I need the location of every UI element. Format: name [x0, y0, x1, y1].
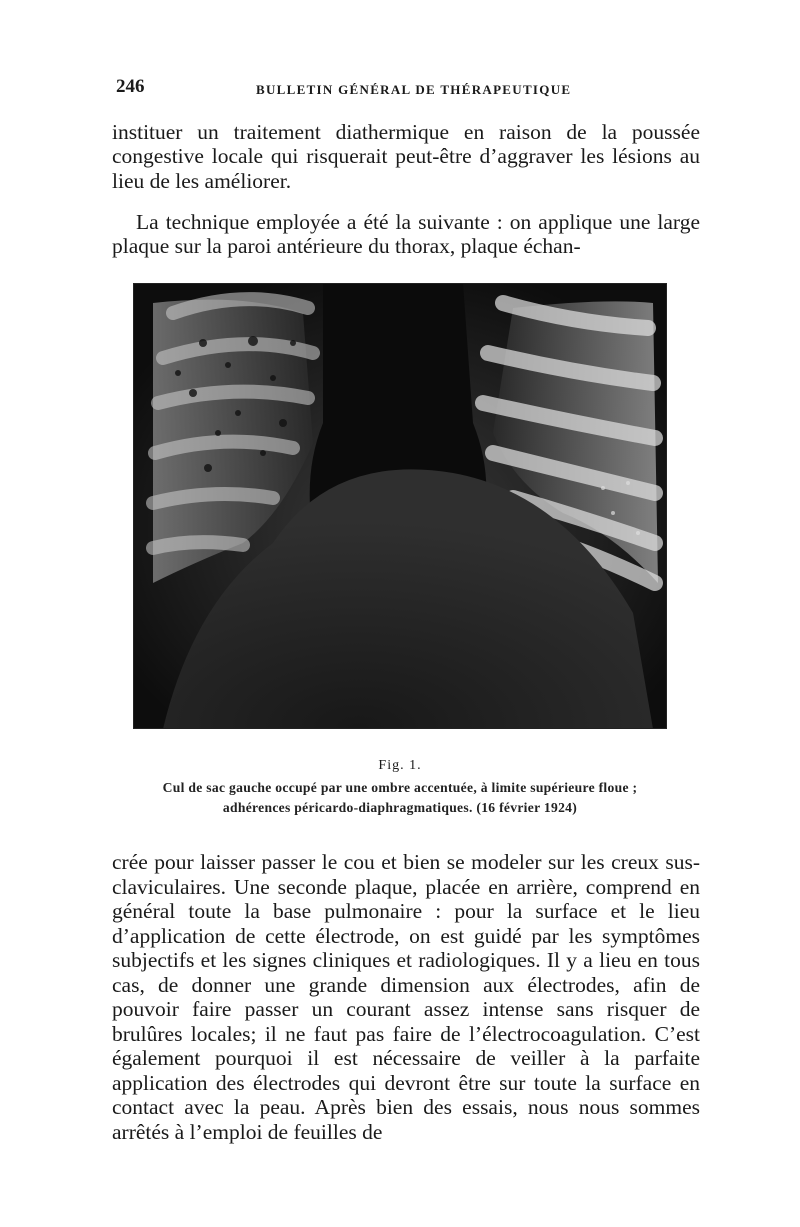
paragraph-2: La technique employée a été la suivante : on applique une large plaque sur la paroi antérieure du thorax, plaque échan-	[112, 210, 700, 259]
chest-xray-image	[133, 283, 667, 729]
paragraph-1: instituer un traitement diathermique en raison de la poussée congestive locale qui risquerait peut-être d’aggraver les lésions au lieu de les améliorer.	[112, 120, 700, 193]
figure-caption: Cul de sac gauche occupé par une ombre accentuée, à limite supérieure floue ; adhérences péricardo-diaphragmatiques. (16 février 1924)	[162, 780, 638, 815]
figure-label: Fig. 1.	[378, 758, 422, 773]
paragraph-3: crée pour laisser passer le cou et bien se modeler sur les creux sus-claviculaires. Une seconde plaque, placée en arrière, comprend en général toute la base pulmonaire : pour la surface et le lieu d’application de cette électrode, on est guidé par les symptômes subjectifs et les signes cliniques et radiologiques. Il y a lieu en tous cas, de donner une grande dimension aux électrodes, afin de pouvoir faire passer un courant assez intense sans risquer de brulûres locales; il ne faut pas faire de l’électrocoagulation. C’est également pourquoi il est nécessaire de veiller à la parfaite application des électrodes qui devront être sur toute la surface en contact avec la peau. Après bien des essais, nous nous sommes arrêtés à l’emploi de feuilles de	[112, 850, 700, 1144]
page-header	[116, 76, 700, 100]
running-title: BULLETIN GÉNÉRAL DE THÉRAPEUTIQUE	[256, 82, 572, 97]
page-number: 246	[116, 76, 145, 97]
